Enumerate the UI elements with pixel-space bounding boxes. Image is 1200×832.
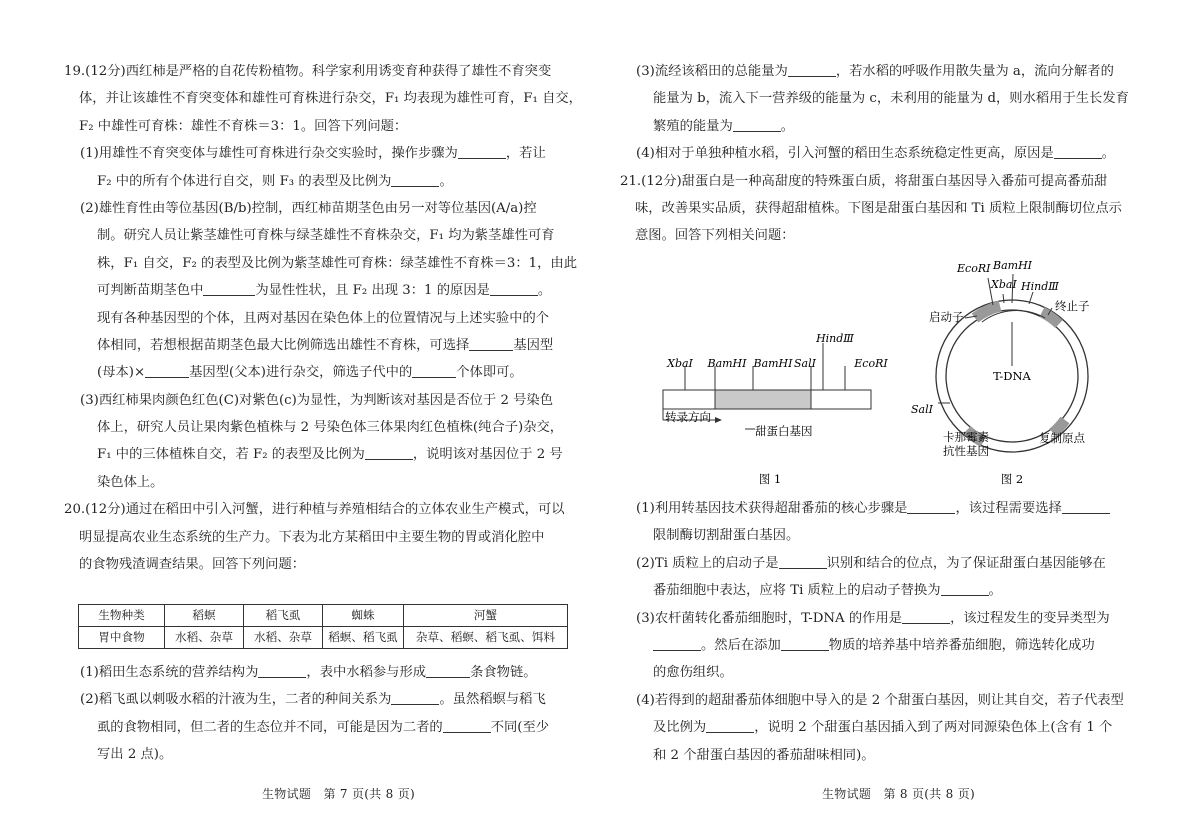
left-page: [64, 58, 582, 578]
q19-part2: 体相同，若想根据苗期茎色最大比例筛选出雄性不育株，可选择 基因型: [97, 337, 554, 353]
answer-blank[interactable]: [706, 718, 754, 733]
table-cell: 杂草、稻螟、稻飞虱、饵料: [404, 627, 568, 649]
answer-blank[interactable]: [145, 363, 189, 378]
table-header: 稻飞虱: [244, 605, 323, 627]
table-header: 河蟹: [404, 605, 568, 627]
figure-2-caption: 图 2: [1000, 472, 1024, 486]
table-cell: 稻螟、稻飞虱: [323, 627, 404, 649]
answer-blank[interactable]: [733, 117, 781, 132]
page-footer-right: 生物试题 第 8 页(共 8 页): [822, 787, 975, 801]
enzyme-label: SalⅠ: [794, 357, 816, 370]
answer-blank[interactable]: [391, 172, 439, 187]
q20-part3: 能量为 b，流入下一营养级的能量为 c，未利用的能量为 d，则水稻用于生长发育: [653, 91, 1129, 107]
site-line: [1003, 294, 1004, 303]
tdna-label: T-DNA: [993, 369, 1031, 383]
origin-label: 复制原点: [1039, 431, 1085, 445]
q19-line: F₂ 中雄性可育株：雄性不育株＝3：1。回答下列问题：: [79, 118, 408, 134]
q20-line: 的食物残渣调查结果。回答下列问题：: [79, 557, 306, 573]
table-header: 生物种类: [79, 605, 165, 627]
q21-part2: 番茄细胞中表达，应将 Ti 质粒上的启动子替换为 。: [653, 583, 1002, 599]
answer-blank[interactable]: [902, 609, 950, 624]
q21-line: 味，改善果实品质，获得超甜植株。下图是甜蛋白基因和 Ti 质粒上限制酶切位点示: [635, 200, 1122, 216]
table-cell: 水稻、杂草: [244, 627, 323, 649]
right-page-bottom: [620, 495, 1144, 769]
enzyme-label: XbaⅠ: [667, 357, 693, 370]
figure-1-gene-map: [663, 332, 888, 486]
direction-label: 转录方向: [665, 410, 711, 424]
table-header-row: [79, 605, 568, 627]
q19-part2: 制。研究人员让紫茎雄性可育株与绿茎雄性不育株杂交，F₁ 均为紫茎雄性可育: [97, 228, 555, 244]
answer-blank[interactable]: [1054, 144, 1102, 159]
q19-line: 体，并让该雄性不育突变体和雄性可育株进行杂交，F₁ 均表现为雄性可育，F₁ 自交，: [79, 91, 582, 107]
q20-part2: (2)稻飞虱以刺吸水稻的汁液为生，二者的种间关系为 。虽然稻螟与稻飞: [80, 692, 546, 708]
enzyme-label: BamHⅠ: [993, 259, 1033, 272]
q21-part3: (3)农杆菌转化番茄细胞时，T-DNA 的作用是 ，该过程发生的变异类型为: [636, 610, 1110, 626]
answer-blank[interactable]: [941, 581, 989, 596]
q21-part4: 及比例为 ，说明 2 个甜蛋白基因插入到了两对同源染色体上(含有 1 个: [653, 720, 1113, 736]
enzyme-label: HindⅢ: [1021, 280, 1059, 293]
page-footer-left: 生物试题 第 7 页(共 8 页): [262, 787, 415, 801]
q21-part4: (4)若得到的超甜番茄体细胞中导入的是 2 个甜蛋白基因，则让其自交，若子代表型: [636, 692, 1124, 708]
sweet-protein-gene-box: [715, 390, 811, 409]
q19-part1: F₂ 中的所有个体进行自交，则 F₃ 的表型及比例为 。: [97, 173, 453, 189]
q20-part4: (4)相对于单独种植水稻，引入河蟹的稻田生态系统稳定性更高，原因是 。: [636, 146, 1116, 162]
q21-part1: 限制酶切割甜蛋白基因。: [653, 528, 800, 544]
q21-line: 意图。回答下列相关问题：: [635, 228, 795, 244]
answer-blank[interactable]: [781, 636, 829, 651]
enzyme-label: XbaⅠ: [991, 278, 1017, 291]
answer-blank[interactable]: [412, 363, 456, 378]
answer-blank[interactable]: [779, 554, 827, 569]
q20-part2: 虱的食物相同，但二者的生态位并不同，可能是因为二者的 不同(至少: [97, 719, 550, 735]
answer-blank[interactable]: [203, 281, 255, 296]
table-header: 稻螟: [165, 605, 244, 627]
q20-part2: 写出 2 点)。: [97, 747, 173, 763]
left-page-bottom: [64, 659, 572, 769]
answer-blank[interactable]: [788, 62, 836, 77]
table-cell: 胃中食物: [79, 627, 165, 649]
q20-part1: (1)稻田生态系统的营养结构为 ，表中水稻参与形成 条食物链。: [80, 665, 537, 680]
answer-blank[interactable]: [365, 445, 413, 460]
food-residue-table: [78, 604, 568, 649]
arrow-head: [715, 417, 722, 423]
answer-blank[interactable]: [653, 636, 701, 651]
restriction-site-figures: [655, 258, 1120, 493]
answer-blank[interactable]: [907, 499, 955, 514]
enzyme-label: EcoRⅠ: [957, 262, 991, 275]
q19-part3: 染色体上。: [97, 474, 164, 490]
q19-part3: F₁ 中的三体植株自交，若 F₂ 的表型及比例为 ，说明该对基因位于 2 号: [97, 447, 563, 463]
q21-part3: 。然后在添加 物质的培养基中培养番茄细胞，筛选转化成功: [620, 632, 1144, 659]
q19-part3: 体上，研究人员让果肉紫色植株与 2 号染色体三体果肉红色植株(纯合子)杂交，: [97, 420, 564, 436]
q19-part2: 株，F₁ 自交，F₂ 的表型及比例为紫茎雄性可育株：绿茎雄性不育株＝3：1，由此: [97, 255, 577, 271]
right-page: [620, 58, 1144, 250]
answer-blank[interactable]: [1062, 499, 1110, 514]
answer-blank[interactable]: [443, 718, 491, 733]
answer-blank[interactable]: [258, 663, 306, 678]
enzyme-label: BamHⅠ: [707, 357, 747, 370]
enzyme-label: EcoRⅠ: [854, 357, 888, 370]
q20-part3: 繁殖的能量为 。: [653, 118, 795, 134]
q21-part1: (1)利用转基因技术获得超甜番茄的核心步骤是 ，该过程需要选择: [620, 495, 1144, 522]
answer-blank[interactable]: [469, 336, 513, 351]
table-header: 蜘蛛: [323, 605, 404, 627]
q20-part3: (3)流经该稻田的总能量为 ，若水稻的呼吸作用散失量为 a，流向分解者的: [636, 64, 1114, 79]
answer-blank[interactable]: [391, 690, 439, 705]
q19-part2: (母本)× 基因型(父本)进行杂交，筛选子代中的 个体即可。: [97, 365, 523, 381]
q21-part3: 的愈伤组织。: [653, 665, 733, 681]
answer-blank[interactable]: [490, 281, 538, 296]
figure-1-caption: 图 1: [758, 472, 782, 486]
q19-part2: 可判断苗期茎色中 为显性性状，且 F₂ 出现 3：1 的原因是 。: [97, 283, 552, 299]
q19-line: 19.(12分)西红柿是严格的自花传粉植物。科学家利用诱变育种获得了雄性不育突变: [64, 64, 552, 79]
q19-part1: (1)用雄性不育突变体与雄性可育株进行杂交实验时，操作步骤为 ，若让: [80, 146, 546, 162]
q21-line: 21.(12分)甜蛋白是一种高甜度的特殊蛋白质，将甜蛋白基因导入番茄可提高番茄甜: [620, 173, 1108, 189]
table-cell: 水稻、杂草: [165, 627, 244, 649]
promoter-label: 启动子: [929, 310, 964, 324]
q19-part2: 现有各种基因型的个体，且两对基因在染色体上的位置情况与上述实验中的个: [97, 310, 550, 326]
terminator-label: 终止子: [1055, 299, 1090, 313]
answer-blank[interactable]: [458, 144, 506, 159]
q21-part2: (2)Ti 质粒上的启动子是 识别和结合的位点，为了保证甜蛋白基因能够在: [636, 555, 1106, 571]
q20-line: 明显提高农业生态系统的生产力。下表为北方某稻田中主要生物的胃或消化腔中: [79, 529, 545, 545]
enzyme-label: HindⅢ: [816, 332, 854, 345]
resistance-label: 抗性基因: [943, 444, 989, 458]
q19-part3: (3)西红柿果肉颜色红色(C)对紫色(c)为显性，为判断该对基因是否位于 2 号染色: [80, 392, 554, 408]
figure-2-ti-plasmid: [911, 259, 1090, 486]
table-row: [79, 627, 568, 649]
resistance-label: 卡那霉素: [943, 430, 989, 444]
answer-blank[interactable]: [426, 663, 470, 678]
q21-part4: 和 2 个甜蛋白基因的番茄甜味相同)。: [653, 747, 875, 763]
q20-line: 20.(12分)通过在稻田中引入河蟹，进行种植与养殖相结合的立体农业生产模式，可以: [64, 502, 565, 518]
q19-part2: (2)雄性育性由等位基因(B/b)控制，西红柿苗期茎色由另一对等位基因(A/a)控: [80, 200, 537, 216]
enzyme-label: SalⅠ: [911, 403, 933, 416]
gene-label: 甜蛋白基因: [755, 424, 813, 438]
enzyme-label: BamHⅠ: [753, 357, 793, 370]
